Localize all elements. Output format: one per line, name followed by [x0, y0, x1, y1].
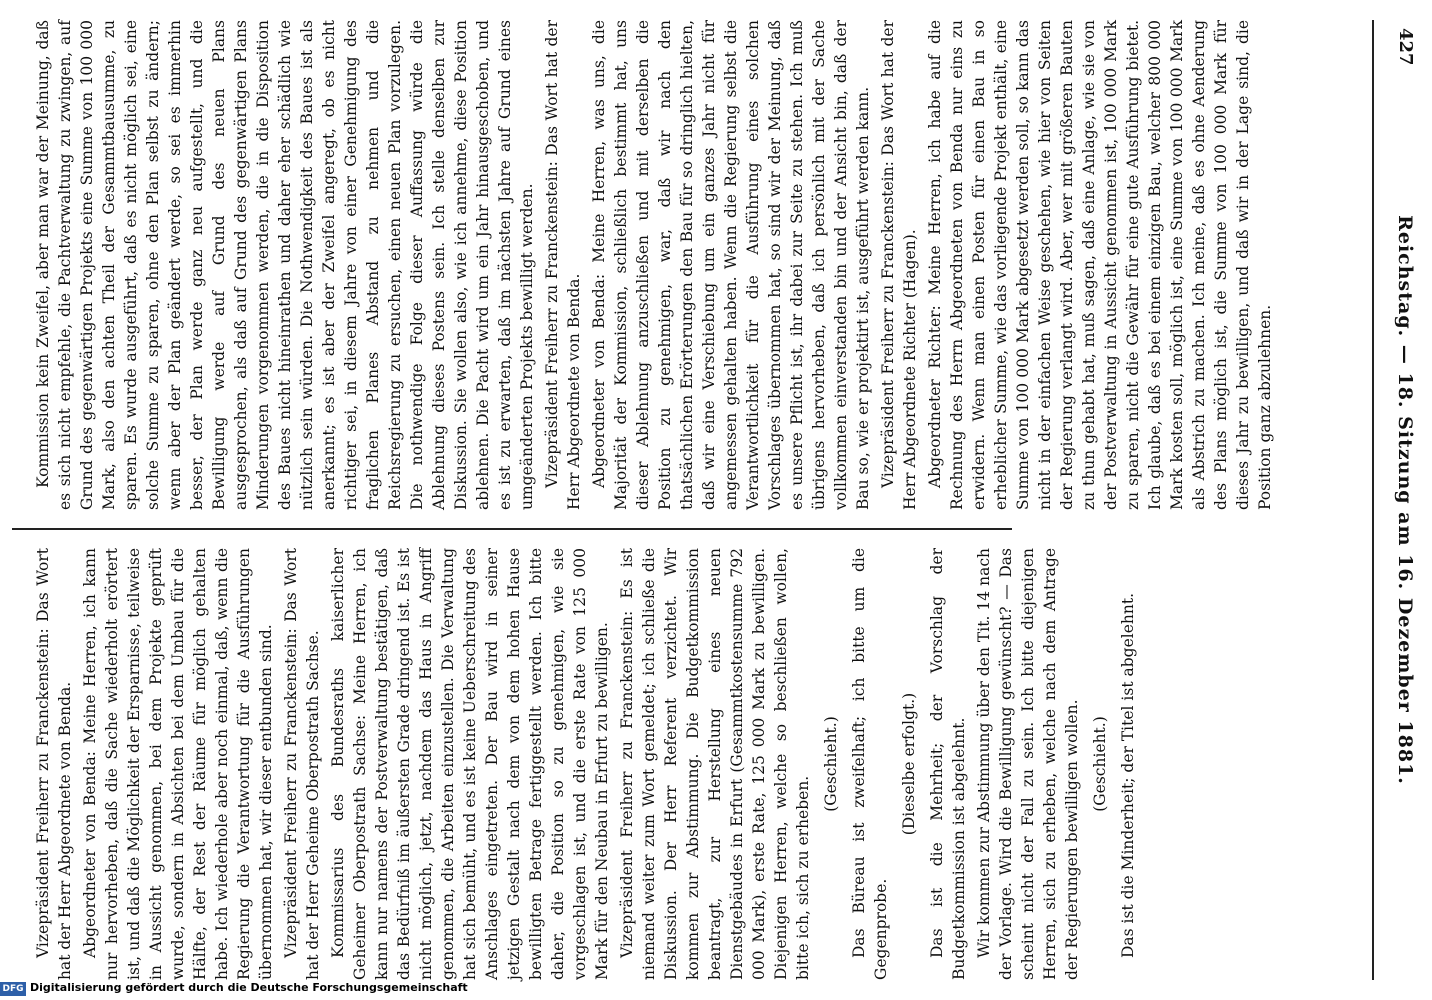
paragraph: Das ist die Minderheit; der Titel ist abgelehnt. [1119, 593, 1137, 958]
paragraph: Abgeordneter Richter: Meine Herren, ich habe auf die Rechnung des Herrn Abgeordneten von Benda nur eins zu erwidern. Wenn man einen Posten für einen Bau in so erheblicher Summe, wie das vorliegende Projekt enthält, eine Summe von 100 000 Mark abgesetzt werden soll, so kann das nicht in der einfachen Weise geschehen, wie hier von Seiten der Regierung verlangt wird. Aber, wer mit größeren Bauten zu thun gehabt hat, muß sagen, daß eine Anlage, wie sie von der Postverwaltung in Aussicht genommen ist, 100 000 Mark zu sparen, nicht die Gewähr für eine gute Ausführung bietet. Ich glaube, daß es bei einem einzigen Bau, welcher 800 000 Mark kosten soll, möglich ist, eine Summe von 100 000 Mark als Abstrich zu machen. Ich meine, daß es ohne Aenderung des Plans möglich ist, die Summe von 100 000 Mark für dieses Jahr zu bewilligen, und daß wir in der Lage sind, die Position ganz abzulehnen. [926, 20, 1274, 510]
paragraph: Kommissarius des Bundesraths kaiserlicher Geheimer Oberpostrath Sachse: Meine Herren, ich kann nur namens der Postverwaltung bestätigen, daß das Bedürfniß im äußersten Grade dringend ist. Es ist nicht möglich, jetzt, nachdem das Haus in Angriff genommen, die Arbeiten einzustellen. Die Verwaltung hat sich bemüht, und es ist keine Ueberschreitung des Anschlages eingetreten. Der Bau wird in seiner jetzigen Gestalt nach dem von dem hohen Hause bewilligten Betrage fertiggestellt werden. Ich bitte daher, die Position so zu genehmigen, wie sie vorgeschlagen ist, und die erste Rate von 125 000 Mark für den Neubau in Erfurt zu bewilligen. [329, 548, 611, 980]
left-column [32, 20, 1362, 510]
credit-text: Digitalisierung gefördert durch die Deutsche Forschungsgemeinschaft [30, 981, 468, 994]
running-title: Reichstag. — 18. Sitzung am 16. Dezember 1881. [1394, 215, 1416, 785]
page-number: 427 [1395, 28, 1416, 66]
paragraph: Kommission kein Zweifel, aber man war der Meinung, daß es sich nicht empfehle, die Pachtverwaltung zu zwingen, auf Grund des gegenwärtigen Projekts eine Summe von 100 000 Mark, also den achten Theil der Gesammtbausumme, zu sparen. Es wurde ausgeführt, daß es nicht möglich sei, eine solche Summe zu sparen, ohne den Plan selbst zu ändern; wenn aber der Plan geändert werde, so sei es immerhin besser, der Plan werde ganz neu aufgestellt, und die Bewilligung werde auf Grund des neuen Plans ausgesprochen, als daß auf Grund des gegenwärtigen Plans Minderungen vorgenommen werden, die in die Disposition des Baues nicht hineinrathen und daher eher schädlich wie nützlich sein würden. Die Nothwendigkeit des Baues ist als anerkannt; es ist aber der Zweifel angeregt, ob es nicht richtiger sei, in diesem Jahre von einer Genehmigung des fraglichen Planes Abstand zu nehmen und die Reichsregierung zu ersuchen, einen neuen Plan vorzulegen. Die nothwendige Folge dieser Auffassung würde die Ablehnung dieses Postens sein. Ich stelle denselben zur Diskussion. Sie wollen also, wie ich annehme, diese Position ablehnen. Die Pacht wird um ein Jahr hinausgeschoben, und es ist zu erwarten, daß im nächsten Jahre auf Grund eines umgeänderten Projekts bewilligt werden. [34, 20, 536, 510]
running-header [1382, 0, 1422, 1000]
header-rule [1372, 20, 1374, 980]
stage-direction: (Geschieht.) [1091, 716, 1109, 812]
paragraph: Vizepräsident Freiherr zu Franckenstein: Es ist niemand weiter zum Wort gemeldet; ich schließe die Diskussion. Der Herr Referent verzichtet. Wir kommen zur Abstimmung. Die Budgetkommission beantragt, zur Herstellung eines neuen Dienstgebäudes in Erfurt (Gesammtkostensumme 792 000 Mark), erste Rate, 125 000 Mark zu bewilligen. Diejenigen Herren, welche so beschließen wollen, bitte ich, sich zu erheben. [618, 548, 812, 980]
dfg-logo-icon: DFG [0, 982, 26, 996]
paragraph: Wir kommen zur Abstimmung über den Tit. 14 nach der Vorlage. Wird die Bewilligung gewünscht? — Das scheint nicht der Fall zu sein. Ich bitte diejenigen Herren, sich zu erheben, welche nach dem Antrage der Regierungen bewilligen wollen. [975, 548, 1081, 980]
paragraph: Vizepräsident Freiherr zu Franckenstein: Das Wort hat der Herr Abgeordnete von Benda. [543, 20, 583, 510]
digitization-credit [0, 980, 1432, 1000]
paragraph: Abgeordneter von Benda: Meine Herren, ich kann nur hervorheben, daß die Sache wiederholt erörtert ist, und daß die Möglichkeit der Ersparnisse, teilweise in Aussicht genommen, bei dem Projekte geprüft wurde, sondern in Absichten bei dem Umbau für die Hälfte, der Rest der Räume für möglich gehalten habe. Ich wiederhole aber noch einmal, daß, wenn die Regierung die Verantwortung für die Ausführungen übernommen hat, wir dieser entbunden sind. [81, 548, 275, 980]
paragraph: Vizepräsident Freiherr zu Franckenstein: Das Wort hat der Herr Abgeordnete von Benda. [34, 548, 74, 980]
column-divider [12, 528, 1012, 530]
stage-direction: (Dieselbe erfolgt.) [900, 692, 918, 836]
paragraph: Das ist die Mehrheit; der Vorschlag der Budgetkommission ist abgelehnt. [928, 548, 968, 980]
stage-direction: (Geschieht.) [822, 716, 840, 812]
paragraph: Das Büreau ist zweifelhaft; ich bitte um die Gegenprobe. [850, 548, 890, 980]
paragraph: Vizepräsident Freiherr zu Franckenstein: Das Wort hat der Herr Geheime Oberpostrath Sachse. [282, 548, 322, 980]
right-column [32, 548, 1362, 980]
paragraph: Abgeordneter von Benda: Meine Herren, was uns, die Majorität der Kommission, schließlich bestimmt hat, uns dieser Ablehnung anzuschließen und mit derselben die Position zu genehmigen, war, daß wir nach den thatsächlichen Erörterungen den Bau für so dringlich hielten, daß wir eine Verschiebung um ein ganzes Jahr nicht für angemessen gehalten haben. Wenn die Regierung selbst die Verantwortlichkeit für die Ausführung eines solchen Vorschlages übernommen hat, so sind wir der Meinung, daß es unsere Pflicht ist, ihr dabei zur Seite zu stehen. Ich muß übrigens hervorheben, daß ich persönlich mit der Sache vollkommen einverstanden bin und der Ansicht bin, daß der Bau so, wie er projektirt ist, ausgeführt werden kann. [590, 20, 872, 510]
paragraph: Vizepräsident Freiherr zu Franckenstein: Das Wort hat der Herr Abgeordnete Richter (Hagen). [879, 20, 919, 510]
